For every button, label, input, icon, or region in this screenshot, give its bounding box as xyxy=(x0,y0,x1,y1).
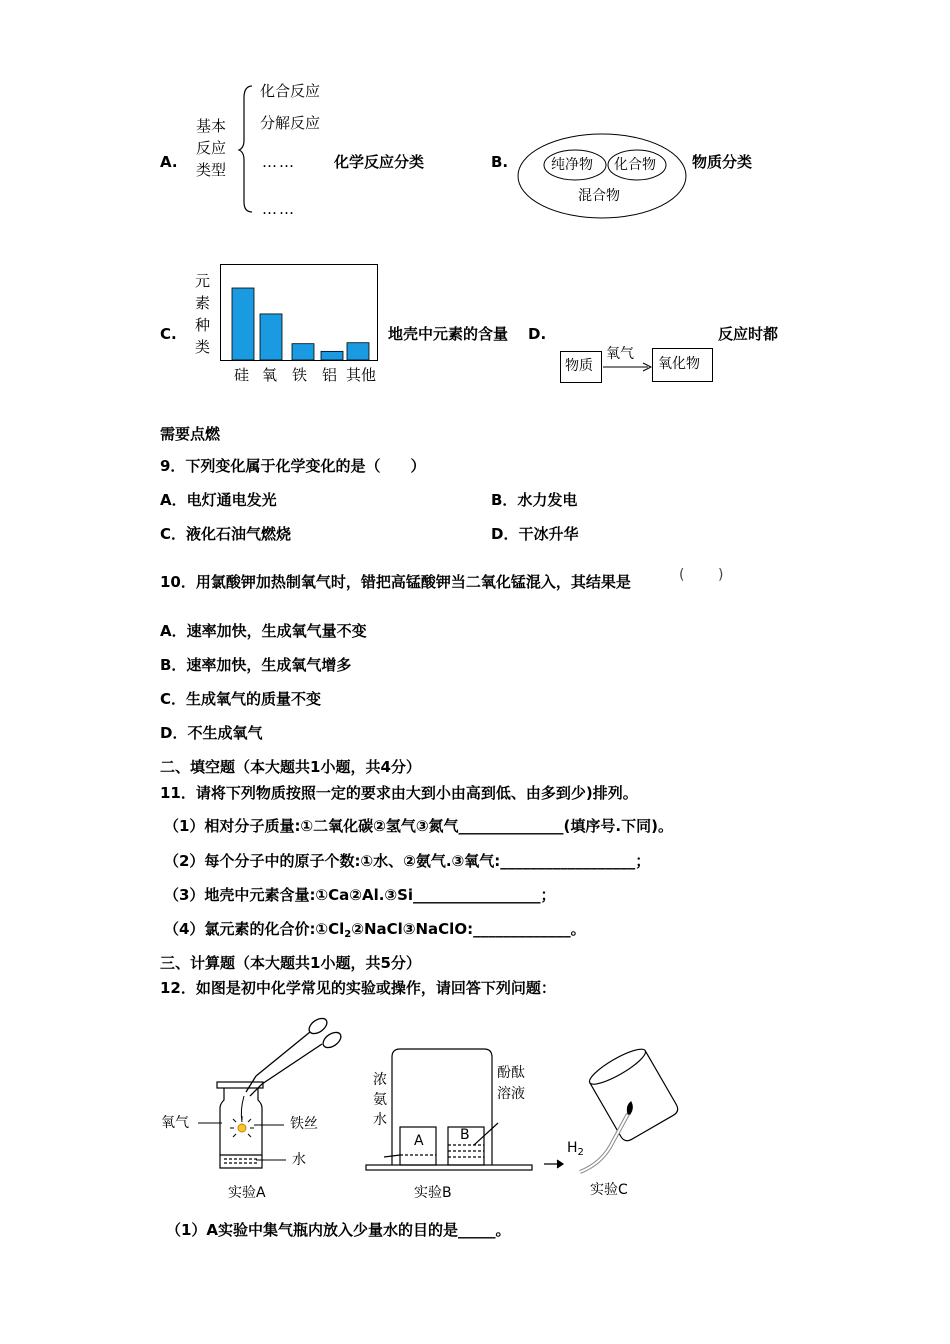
q11-part: （3）地壳中元素含量:①Ca②Al.③Si_________________； xyxy=(164,886,556,904)
hydrogen-label xyxy=(567,1140,584,1157)
ammonia-label-char: 浓 xyxy=(373,1072,387,1088)
experiment-c-figure xyxy=(540,1052,680,1172)
q10-option: C．生成氧气的质量不变 xyxy=(160,690,322,708)
ammonia-label-char: 氨 xyxy=(373,1092,387,1108)
stack-label-line: 类型 xyxy=(196,161,227,179)
xtick-label: 铝 xyxy=(322,366,338,384)
q10-option: B．速率加快，生成氧气增多 xyxy=(160,656,352,674)
phenolphthalein-label: 溶液 xyxy=(497,1086,525,1102)
bar-硅 xyxy=(232,288,254,360)
brace-item: …… xyxy=(262,153,296,171)
iron-wire-label: 铁丝 xyxy=(290,1116,318,1132)
brace-item: …… xyxy=(262,200,296,218)
ammonia-label-char: 水 xyxy=(373,1112,387,1128)
experiment-a-caption: 实验A xyxy=(228,1185,266,1201)
oxide-box-label: 氧化物 xyxy=(658,356,700,372)
bar-氧 xyxy=(260,314,282,360)
bar-其他 xyxy=(347,343,369,360)
xtick-label: 其他 xyxy=(346,366,377,384)
q12-part: （1）A实验中集气瓶内放入少量水的目的是_____。 xyxy=(166,1221,511,1239)
arrow-label: 氧气 xyxy=(606,346,634,362)
phenolphthalein-label: 酚酞 xyxy=(497,1065,525,1081)
section-2-heading: 二、填空题（本大题共1小题，共4分） xyxy=(160,758,421,776)
q11-part: （2）每个分子中的原子个数:①水、②氨气.③氧气:__________________； xyxy=(164,852,651,870)
q11-part: （1）相对分子质量:①二氧化碳②氢气③氮气______________(填序号.下同)。 xyxy=(164,817,673,835)
q11-stem: 11．请将下列物质按照一定的要求由大到小由高到低、由多到少)排列。 xyxy=(160,784,638,802)
oxide-box xyxy=(652,348,713,382)
q9-option: C．液化石油气燃烧 xyxy=(160,525,292,543)
bar-铁 xyxy=(292,344,314,360)
option-a-caption: 化学反应分类 xyxy=(334,153,425,171)
stack-label-line: 反应 xyxy=(196,139,227,157)
substance-ellipse-diagram xyxy=(517,132,687,220)
crucible-tongs-icon xyxy=(246,1015,344,1096)
experiment-c-caption: 实验C xyxy=(590,1182,628,1198)
option-d-letter: D. xyxy=(528,325,547,343)
bar-铝 xyxy=(321,351,343,360)
ylabel-char: 类 xyxy=(195,338,211,356)
curly-brace xyxy=(238,84,254,214)
mixture-label: 混合物 xyxy=(578,188,620,204)
option-d-caption-tail: 需要点燃 xyxy=(160,425,221,443)
xtick-label: 铁 xyxy=(292,366,308,384)
q10-option: A．速率加快，生成氧气量不变 xyxy=(160,622,367,640)
experiment-b-caption: 实验B xyxy=(414,1185,452,1201)
option-b-caption: 物质分类 xyxy=(692,153,753,171)
experiment-a-figure xyxy=(200,1010,350,1175)
xtick-label: 硅 xyxy=(234,366,250,384)
option-a-letter: A. xyxy=(160,153,178,171)
brace-item: 化合反应 xyxy=(260,82,321,100)
q10-paren-open: ( xyxy=(679,567,685,583)
water-label: 水 xyxy=(292,1152,306,1168)
iron-wire-icon xyxy=(230,1096,254,1137)
q11-p4-text-rest: ②NaCl③NaClO:_____________。 xyxy=(351,920,586,938)
ylabel-char: 素 xyxy=(195,294,211,312)
section-3-heading: 三、计算题（本大题共1小题，共5分） xyxy=(160,954,421,972)
q12-stem: 12．如图是初中化学常见的实验或操作，请回答下列问题： xyxy=(160,979,556,997)
option-c-caption: 地壳中元素的含量 xyxy=(388,325,509,343)
q9-stem: 9．下列变化属于化学变化的是（ ） xyxy=(160,457,426,475)
q11-part xyxy=(164,920,586,938)
option-b-letter: B. xyxy=(491,153,509,171)
element-bar-chart xyxy=(220,264,380,362)
beaker-b-label: B xyxy=(460,1127,470,1143)
q11-p4-subscript: 2 xyxy=(344,929,352,940)
q10-paren-close: ) xyxy=(718,567,724,583)
stack-label-line: 基本 xyxy=(196,117,227,135)
option-c-letter: C. xyxy=(160,325,177,343)
pure-substance-label: 纯净物 xyxy=(551,157,593,173)
oxygen-label: 氧气 xyxy=(161,1115,189,1131)
beaker-a-label: A xyxy=(414,1133,424,1149)
substance-box xyxy=(560,351,602,383)
option-d-caption: 反应时都 xyxy=(718,325,779,343)
q10-stem: 10．用氯酸钾加热制氧气时，错把高锰酸钾当二氧化锰混入，其结果是 xyxy=(160,573,631,591)
hydrogen-subscript: 2 xyxy=(577,1147,584,1158)
q10-option: D．不生成氧气 xyxy=(160,724,263,742)
q9-option: B．水力发电 xyxy=(491,491,578,509)
ylabel-char: 种 xyxy=(195,316,211,334)
right-arrow-icon xyxy=(603,362,653,372)
substance-box-label: 物质 xyxy=(565,358,593,374)
xtick-label: 氧 xyxy=(262,366,278,384)
ylabel-char: 元 xyxy=(195,272,211,290)
q9-option: D．干冰升华 xyxy=(491,525,579,543)
brace-item: 分解反应 xyxy=(260,114,321,132)
q11-p4-text: （4）氯元素的化合价:①Cl xyxy=(164,920,345,938)
compound-label: 化合物 xyxy=(614,157,656,173)
inverted-beaker-icon xyxy=(586,1044,680,1144)
bell-jar-icon xyxy=(392,1049,492,1165)
q9-option: A．电灯通电发光 xyxy=(160,491,277,509)
delivery-tube-icon xyxy=(577,1114,628,1172)
hydrogen-symbol: H xyxy=(567,1140,578,1156)
